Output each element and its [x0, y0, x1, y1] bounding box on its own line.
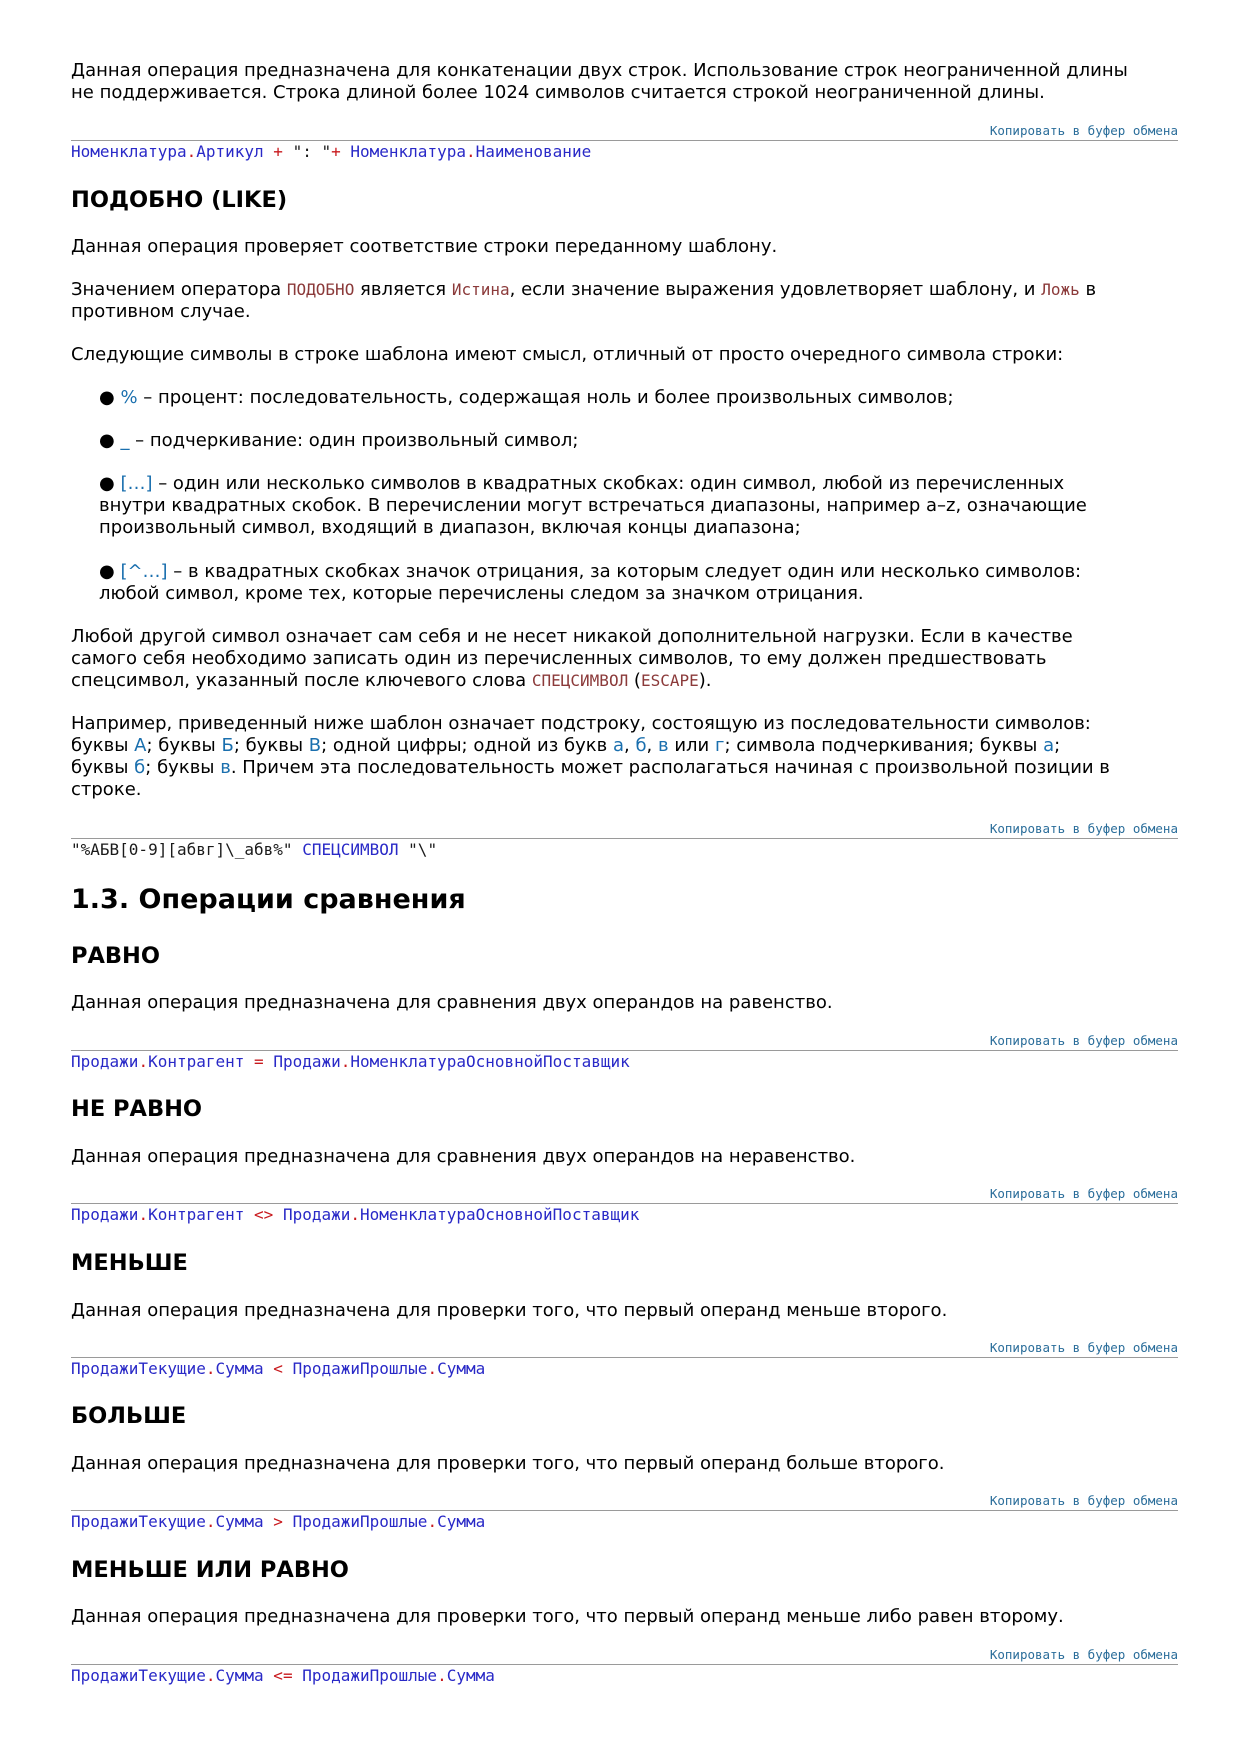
code-token: "%АБВ[0-9][абвг]\_абв%" — [71, 840, 293, 859]
concat-description-line-1: Данная операция предназначена для конкатенации двух строк. Использование строк неограниченной длины — [71, 60, 1128, 81]
copy-button[interactable]: Копировать в буфер обмена — [989, 1493, 1178, 1508]
like-result-line-2: противном случае. — [71, 301, 251, 322]
letter: а — [612, 735, 624, 756]
letter: б — [134, 757, 146, 778]
code-token: Сумма — [437, 1359, 486, 1378]
copy-button[interactable]: Копировать в буфер обмена — [989, 123, 1178, 138]
code-token: . — [437, 1666, 447, 1685]
code-token — [399, 840, 409, 859]
example-paragraph-line-3 — [71, 757, 1178, 779]
code-token: . — [138, 1205, 149, 1224]
code-token: ПродажиТекущие — [71, 1512, 206, 1531]
code-token: СПЕЦСИМВОЛ — [302, 840, 399, 859]
greater-description: Данная операция предназначена для проверки того, что первый операнд больше второго. — [71, 1453, 945, 1474]
bullet-underscore: ● _ – подчеркивание: один произвольный символ; — [99, 430, 579, 451]
code-token: + — [331, 142, 351, 161]
text-span: является — [354, 279, 452, 300]
example-paragraph-line-2 — [71, 735, 1178, 757]
letter: А — [134, 735, 147, 756]
code-token: ПродажиПрошлые — [292, 1359, 428, 1378]
text-span: в — [1079, 279, 1097, 300]
escape-paragraph-line-3 — [71, 670, 1178, 692]
letter: б — [635, 735, 647, 756]
code-token: Контрагент — [148, 1052, 245, 1071]
code-token: Наименование — [475, 142, 592, 161]
equal-heading: РАВНО — [71, 943, 161, 969]
code-token: Номенклатура — [350, 142, 466, 161]
bullet-text: – процент: последовательность, содержащая ноль и более произвольных символов; — [137, 387, 954, 408]
text-span: Значением оператора — [71, 279, 287, 300]
text-span: буквы — [71, 735, 135, 756]
copy-button[interactable]: Копировать в буфер обмена — [989, 1647, 1178, 1662]
text-span: или — [668, 735, 715, 756]
code-token: . — [427, 1512, 438, 1531]
code-token: . — [186, 142, 197, 161]
text-span: ; — [1054, 735, 1061, 756]
inline-code: ПОДОБНО — [286, 280, 355, 299]
less-or-equal-heading: МЕНЬШЕ ИЛИ РАВНО — [71, 1557, 349, 1583]
inline-code: СПЕЦСИМВОЛ — [531, 671, 629, 690]
inline-code: ESCAPE — [640, 671, 699, 690]
code-token: <= — [263, 1666, 303, 1685]
equal-description: Данная операция предназначена для сравнения двух операндов на равенство. — [71, 992, 833, 1013]
code-token: . — [427, 1359, 438, 1378]
text-span: . Причем эта последовательность может располагаться начиная с произвольной позиции в — [230, 757, 1110, 778]
text-span: ; буквы — [146, 735, 222, 756]
code-token: Продажи — [71, 1052, 139, 1071]
code-block-less — [71, 1357, 1178, 1379]
code-token: . — [465, 142, 476, 161]
symbol-underscore: _ — [120, 430, 130, 451]
bullet-brackets-line-3: произвольный символ, входящий в диапазон, включая концы диапазона; — [99, 517, 801, 538]
code-block-greater — [71, 1510, 1178, 1532]
code-token: Продажи — [71, 1205, 139, 1224]
letter: Б — [221, 735, 234, 756]
inline-code: Истина — [451, 280, 510, 299]
letter: г — [714, 735, 725, 756]
text-span: ; буквы — [145, 757, 221, 778]
code-token: Сумма — [446, 1666, 495, 1685]
text-span: ). — [698, 670, 712, 691]
copy-button[interactable]: Копировать в буфер обмена — [989, 1033, 1178, 1048]
code-block-equal — [71, 1050, 1178, 1072]
not-equal-heading: НЕ РАВНО — [71, 1096, 203, 1122]
code-token: . — [205, 1666, 216, 1685]
letter: в — [658, 735, 669, 756]
escape-paragraph-line-1: Любой другой символ означает сам себя и не несет никакой дополнительной нагрузки. Если в качестве — [71, 626, 1073, 647]
code-token: ПродажиПрошлые — [302, 1666, 438, 1685]
symbol-brackets: […] — [120, 473, 153, 494]
copy-button[interactable]: Копировать в буфер обмена — [989, 1340, 1178, 1355]
example-paragraph-line-4: строке. — [71, 779, 142, 800]
code-token: + — [263, 142, 293, 161]
letter: В — [308, 735, 322, 756]
code-token: Контрагент — [148, 1205, 245, 1224]
code-block-like — [71, 838, 1178, 860]
code-token: НоменклатураОсновнойПоставщик — [360, 1205, 640, 1224]
copy-button[interactable]: Копировать в буфер обмена — [989, 821, 1178, 836]
code-token: "\" — [408, 840, 438, 859]
less-description: Данная операция предназначена для проверки того, что первый операнд меньше второго. — [71, 1300, 948, 1321]
not-equal-description: Данная операция предназначена для сравнения двух операндов на неравенство. — [71, 1146, 856, 1167]
text-span: , если значение выражения удовлетворяет шаблону, и — [509, 279, 1042, 300]
code-token: Сумма — [215, 1666, 264, 1685]
symbol-negation: [^…] — [120, 561, 168, 582]
code-block-not-equal — [71, 1203, 1178, 1225]
code-block-less-or-equal — [71, 1664, 1178, 1686]
bullet-text: – в квадратных скобках значок отрицания, за которым следует один или несколько символов: — [167, 561, 1082, 582]
code-token: НоменклатураОсновнойПоставщик — [350, 1052, 630, 1071]
code-token: . — [205, 1512, 216, 1531]
letter: в — [220, 757, 231, 778]
inline-code: Ложь — [1041, 280, 1080, 299]
code-token: ПродажиПрошлые — [292, 1512, 428, 1531]
code-token: ": " — [292, 142, 332, 161]
text-span: буквы — [71, 757, 135, 778]
bullet-text: – один или несколько символов в квадратных скобках: один символ, любой из перечисленных — [152, 473, 1065, 494]
bullet-brackets: ● […] – один или несколько символов в квадратных скобках: один символ, любой из перечисленных — [99, 473, 1065, 494]
less-heading: МЕНЬШЕ — [71, 1250, 188, 1276]
text-span: , — [623, 735, 636, 756]
less-or-equal-description: Данная операция предназначена для проверки того, что первый операнд меньше либо равен второму. — [71, 1606, 1064, 1627]
text-span: ; символа подчеркивания; буквы — [724, 735, 1044, 756]
code-token: . — [350, 1205, 361, 1224]
code-token: Сумма — [437, 1512, 486, 1531]
code-token: Продажи — [273, 1052, 341, 1071]
greater-heading: БОЛЬШЕ — [71, 1403, 187, 1429]
code-token: Продажи — [282, 1205, 351, 1224]
code-token: Сумма — [215, 1512, 264, 1531]
code-token: Сумма — [215, 1359, 264, 1378]
code-token: . — [340, 1052, 351, 1071]
bullet-negation: ● [^…] – в квадратных скобках значок отрицания, за которым следует один или несколько символов: — [99, 561, 1082, 582]
bullet-percent: ● % – процент: последовательность, содержащая ноль и более произвольных символов; — [99, 387, 954, 408]
text-span: ( — [628, 670, 641, 691]
escape-paragraph-line-2: самого себя необходимо записать один из перечисленных символов, то ему должен предшествовать — [71, 648, 1047, 669]
example-paragraph-line-1: Например, приведенный ниже шаблон означает подстроку, состоящую из последовательности символов: — [71, 713, 1091, 734]
code-token: Артикул — [196, 142, 264, 161]
concat-description-line-2: не поддерживается. Строка длиной более 1024 символов считается строкой неограниченной длины. — [71, 82, 1045, 103]
letter: а — [1043, 735, 1055, 756]
text-span: , — [646, 735, 658, 756]
comparison-heading: 1.3. Операции сравнения — [71, 884, 466, 915]
like-result-line-1 — [71, 279, 1178, 301]
code-token: = — [244, 1052, 274, 1071]
code-token: < — [263, 1359, 293, 1378]
code-token: > — [263, 1512, 293, 1531]
copy-button[interactable]: Копировать в буфер обмена — [989, 1186, 1178, 1201]
text-span: ; буквы — [233, 735, 309, 756]
text-span: ; одной цифры; одной из букв — [321, 735, 613, 756]
bullet-text: – подчеркивание: один произвольный символ; — [129, 430, 579, 451]
symbol-percent: % — [120, 387, 138, 408]
code-token — [293, 840, 303, 859]
code-token: . — [138, 1052, 149, 1071]
code-token: ПродажиТекущие — [71, 1666, 206, 1685]
bullet-brackets-line-2: внутри квадратных скобок. В перечислении могут встречаться диапазоны, например a–z, означающие — [99, 495, 1087, 516]
like-description: Данная операция проверяет соответствие строки переданному шаблону. — [71, 236, 778, 257]
code-block-concat — [71, 140, 1178, 162]
bullet-negation-line-2: любой символ, кроме тех, которые перечислены следом за значком отрицания. — [99, 583, 864, 604]
code-token: ПродажиТекущие — [71, 1359, 206, 1378]
code-token: . — [205, 1359, 216, 1378]
code-token: <> — [244, 1205, 283, 1224]
like-heading: ПОДОБНО (LIKE) — [71, 187, 288, 213]
like-symbols-intro: Следующие символы в строке шаблона имеют смысл, отличный от просто очередного символа строки: — [71, 344, 1064, 365]
text-span: спецсимвол, указанный после ключевого слова — [71, 670, 532, 691]
code-token: Номенклатура — [71, 142, 187, 161]
